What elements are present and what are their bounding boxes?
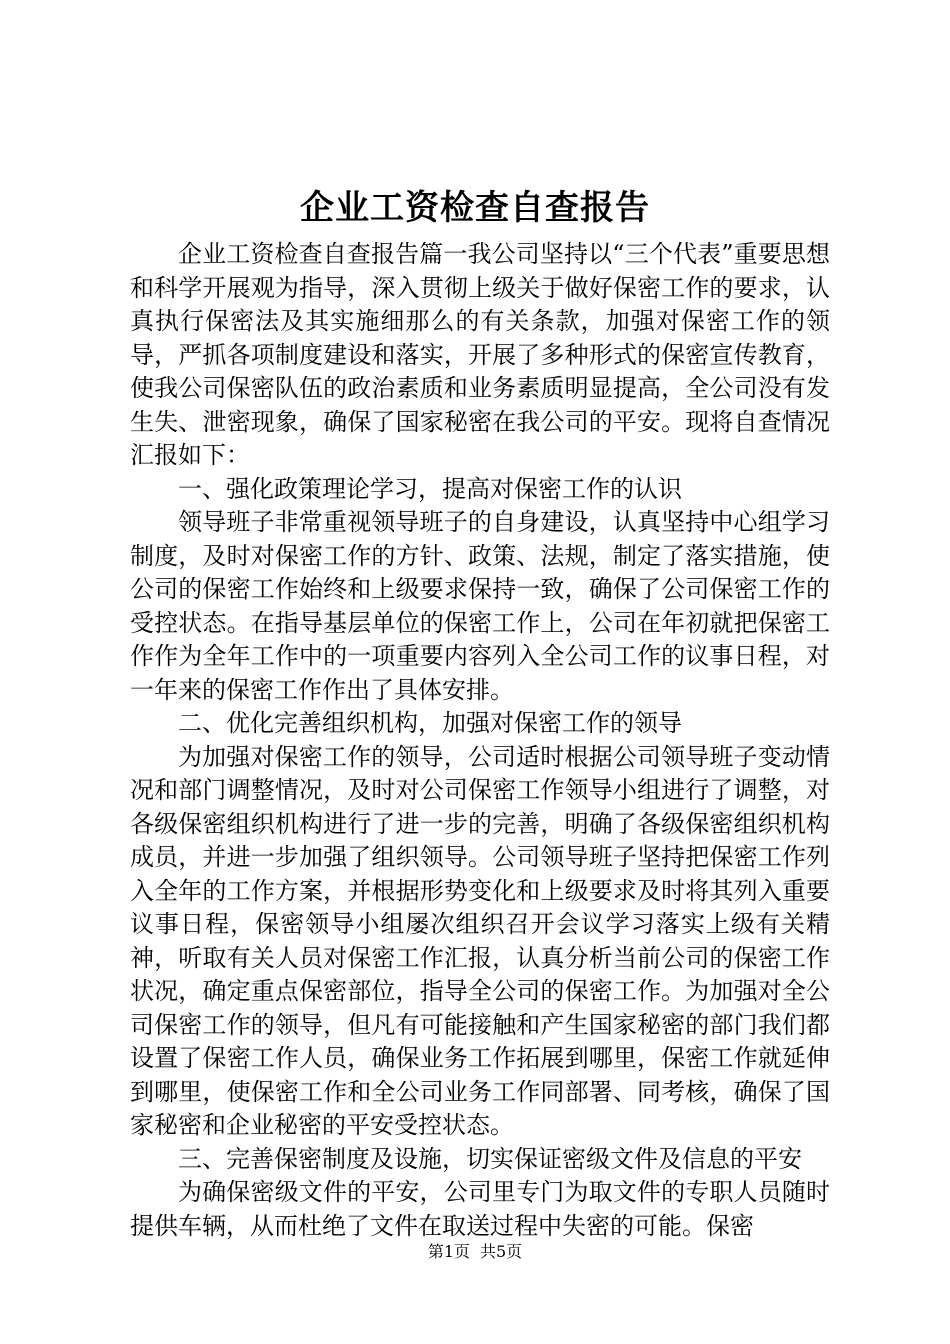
section-heading-1: 一、强化政策理论学习，提高对保密工作的认识: [178, 474, 682, 503]
paragraph-section-1: 领导班子非常重视领导班子的自身建设，认真坚持中心组学习制度，及时对保密工作的方针、政策、法规，制定了落实措施，使公司的保密工作始终和上级要求保持一致，确保了公司保密工作的受控状态。在指导基层单位的保密工作上，公司在年初就把保密工作作为全年工作中的一项重要内容列入全公司工作的议事日程，对一年来的保密工作作出了具体安排。: [130, 508, 830, 704]
page-number-total: 共5页: [480, 1242, 523, 1261]
section-heading-2: 二、优化完善组织机构，加强对保密工作的领导: [178, 709, 682, 737]
page-footer: [0, 1241, 950, 1263]
document-body: [130, 238, 830, 1243]
document-title: 企业工资检查自查报告: [300, 188, 650, 228]
paragraph-intro: 企业工资检查自查报告篇一我公司坚持以“三个代表”重要思想和科学开展观为指导，深入贯彻上级关于做好保密工作的要求，认真执行保密法及其实施细那么的有关条款，加强对保密工作的领导，严抓各项制度建设和落实，开展了多种形式的保密宣传教育，使我公司保密队伍的政治素质和业务素质明显提高，全公司没有发生失、泄密现象，确保了国家秘密在我公司的平安。现将自查情况汇报如下：: [130, 240, 830, 469]
paragraph-section-2: 为加强对保密工作的领导，公司适时根据公司领导班子变动情况和部门调整情况，及时对公司保密工作领导小组进行了调整，对各级保密组织机构进行了进一步的完善，明确了各级保密组织机构成员，并进一步加强了组织领导。公司领导班子坚持把保密工作列入全年的工作方案，并根据形势变化和上级要求及时将其列入重要议事日程，保密领导小组屡次组织召开会议学习落实上级有关精神，听取有关人员对保密工作汇报，认真分析当前公司的保密工作状况，确定重点保密部位，指导全公司的保密工作。为加强对全公司保密工作的领导，但凡有可能接触和产生国家秘密的部门我们都设置了保密工作人员，确保业务工作拓展到哪里，保密工作就延伸到哪里，使保密工作和全公司业务工作同部署、同考核，确保了国家秘密和企业秘密的平安受控状态。: [130, 742, 830, 1139]
page-number-current: 第1页: [427, 1242, 470, 1261]
paragraph-section-3: 为确保密级文件的平安，公司里专门为取文件的专职人员随时提供车辆，从而杜绝了文件在取送过程中失密的可能。保密: [130, 1178, 830, 1240]
section-heading-3: 三、完善保密制度及设施，切实保证密级文件及信息的平安: [178, 1144, 802, 1173]
